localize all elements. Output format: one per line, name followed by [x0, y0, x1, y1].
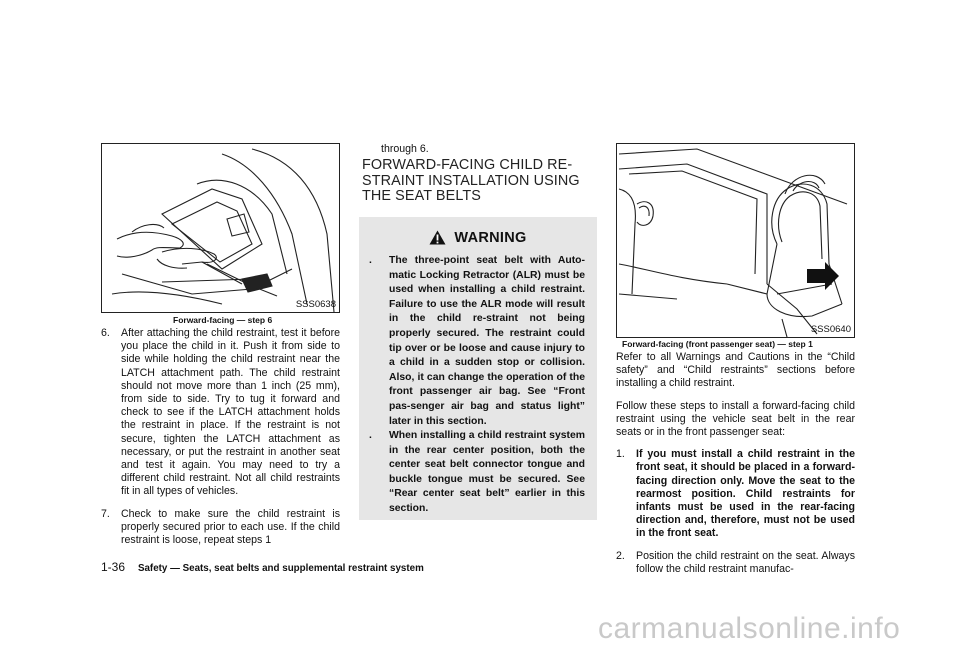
step-text: After attaching the child restraint, test it before you place the child in it. Push it from side to side while holding the child restraint near the LATCH attachment path. The child restraint should not move more than 1 inch (25 mm), from side to side. Try to tug it forward and check to see if the LATCH attachment holds the restraint in place. If the restraint is not secure, tighten the LATCH attachment as necessary, or put the restraint in another seat and test it again. You may need to try a different child restraint. Not all child restraints fit in all types of vehicles.	[121, 327, 340, 498]
paragraph: Follow these steps to install a forward-facing child restraint using the vehicle seat belt in the rear seats or in the front passenger seat:	[616, 399, 855, 439]
footer-title: Safety — Seats, seat belts and supplemental restraint system	[137, 563, 424, 574]
step-text: If you must install a child restraint in the front seat, it should be placed in a forward-facing direction only. Move the seat to the rearmost position. Child restraints for infants must be used in the rear-facing direction and, therefore, must not be used in the front seat.	[636, 448, 855, 540]
step-6	[101, 327, 340, 499]
step-number: 6.	[101, 327, 110, 339]
front-passenger-seat-illustration	[617, 144, 854, 337]
step-7	[101, 508, 340, 548]
page-number: 1-36	[101, 560, 126, 574]
warning-triangle-icon	[429, 230, 446, 245]
warning-box	[359, 217, 597, 520]
step-number: 7.	[101, 507, 110, 520]
figure-code: SSS0640	[810, 324, 851, 335]
step-number: 2.	[616, 549, 625, 562]
figure-child-seat-step6	[101, 143, 340, 313]
warning-title-text: WARNING	[454, 230, 527, 246]
bullet-symbol: .	[369, 430, 372, 441]
figure-front-passenger-seat-step1	[616, 143, 855, 338]
right-column	[616, 351, 855, 585]
step-text: Position the child restraint on the seat. Always follow the child restraint manufac-	[636, 549, 855, 575]
step-text: Check to make sure the child restraint is properly secured prior to each use. If the child restraint is loose, repeat steps 1	[121, 507, 340, 547]
warning-bullet-text: The three-point seat belt with Auto-matic Locking Retractor (ALR) must be used when installing a child restraint. Failure to use the ALR mode will result in the child re-straint not being properly secured. The restraint could tip over or be loose and cause injury to a child in a sudden stop or collision. Also, it can change the operation of the front passenger air bag. See “Front pas-senger air bag and status light” later in this section.	[389, 255, 585, 427]
step-1	[616, 448, 855, 540]
continuation-text: through 6.	[381, 143, 429, 155]
step-number: 1.	[616, 448, 625, 461]
child-seat-latch-illustration	[102, 144, 339, 312]
section-heading: FORWARD-FACING CHILD RE-STRAINT INSTALLATION USING THE SEAT BELTS	[362, 157, 580, 204]
left-column	[101, 327, 340, 556]
bullet-symbol: .	[369, 255, 372, 266]
page-footer	[101, 560, 424, 574]
figure-caption: Forward-facing (front passenger seat) — step 1	[622, 339, 813, 349]
paragraph: Refer to all Warnings and Cautions in the “Child safety” and “Child restraints” sections before installing a child restraint.	[616, 351, 855, 390]
figure-caption: Forward-facing — step 6	[173, 315, 273, 325]
step-2	[616, 550, 855, 576]
warning-bullet-text: When installing a child restraint system in the rear center position, both the center seat belt connector tongue and buckle tongue must be secured. See “Rear center seat belt” earlier in this section.	[389, 430, 585, 514]
watermark: carmanualsonline.info	[598, 612, 901, 645]
warning-title	[359, 230, 597, 246]
figure-code: SSS0638	[295, 299, 336, 310]
